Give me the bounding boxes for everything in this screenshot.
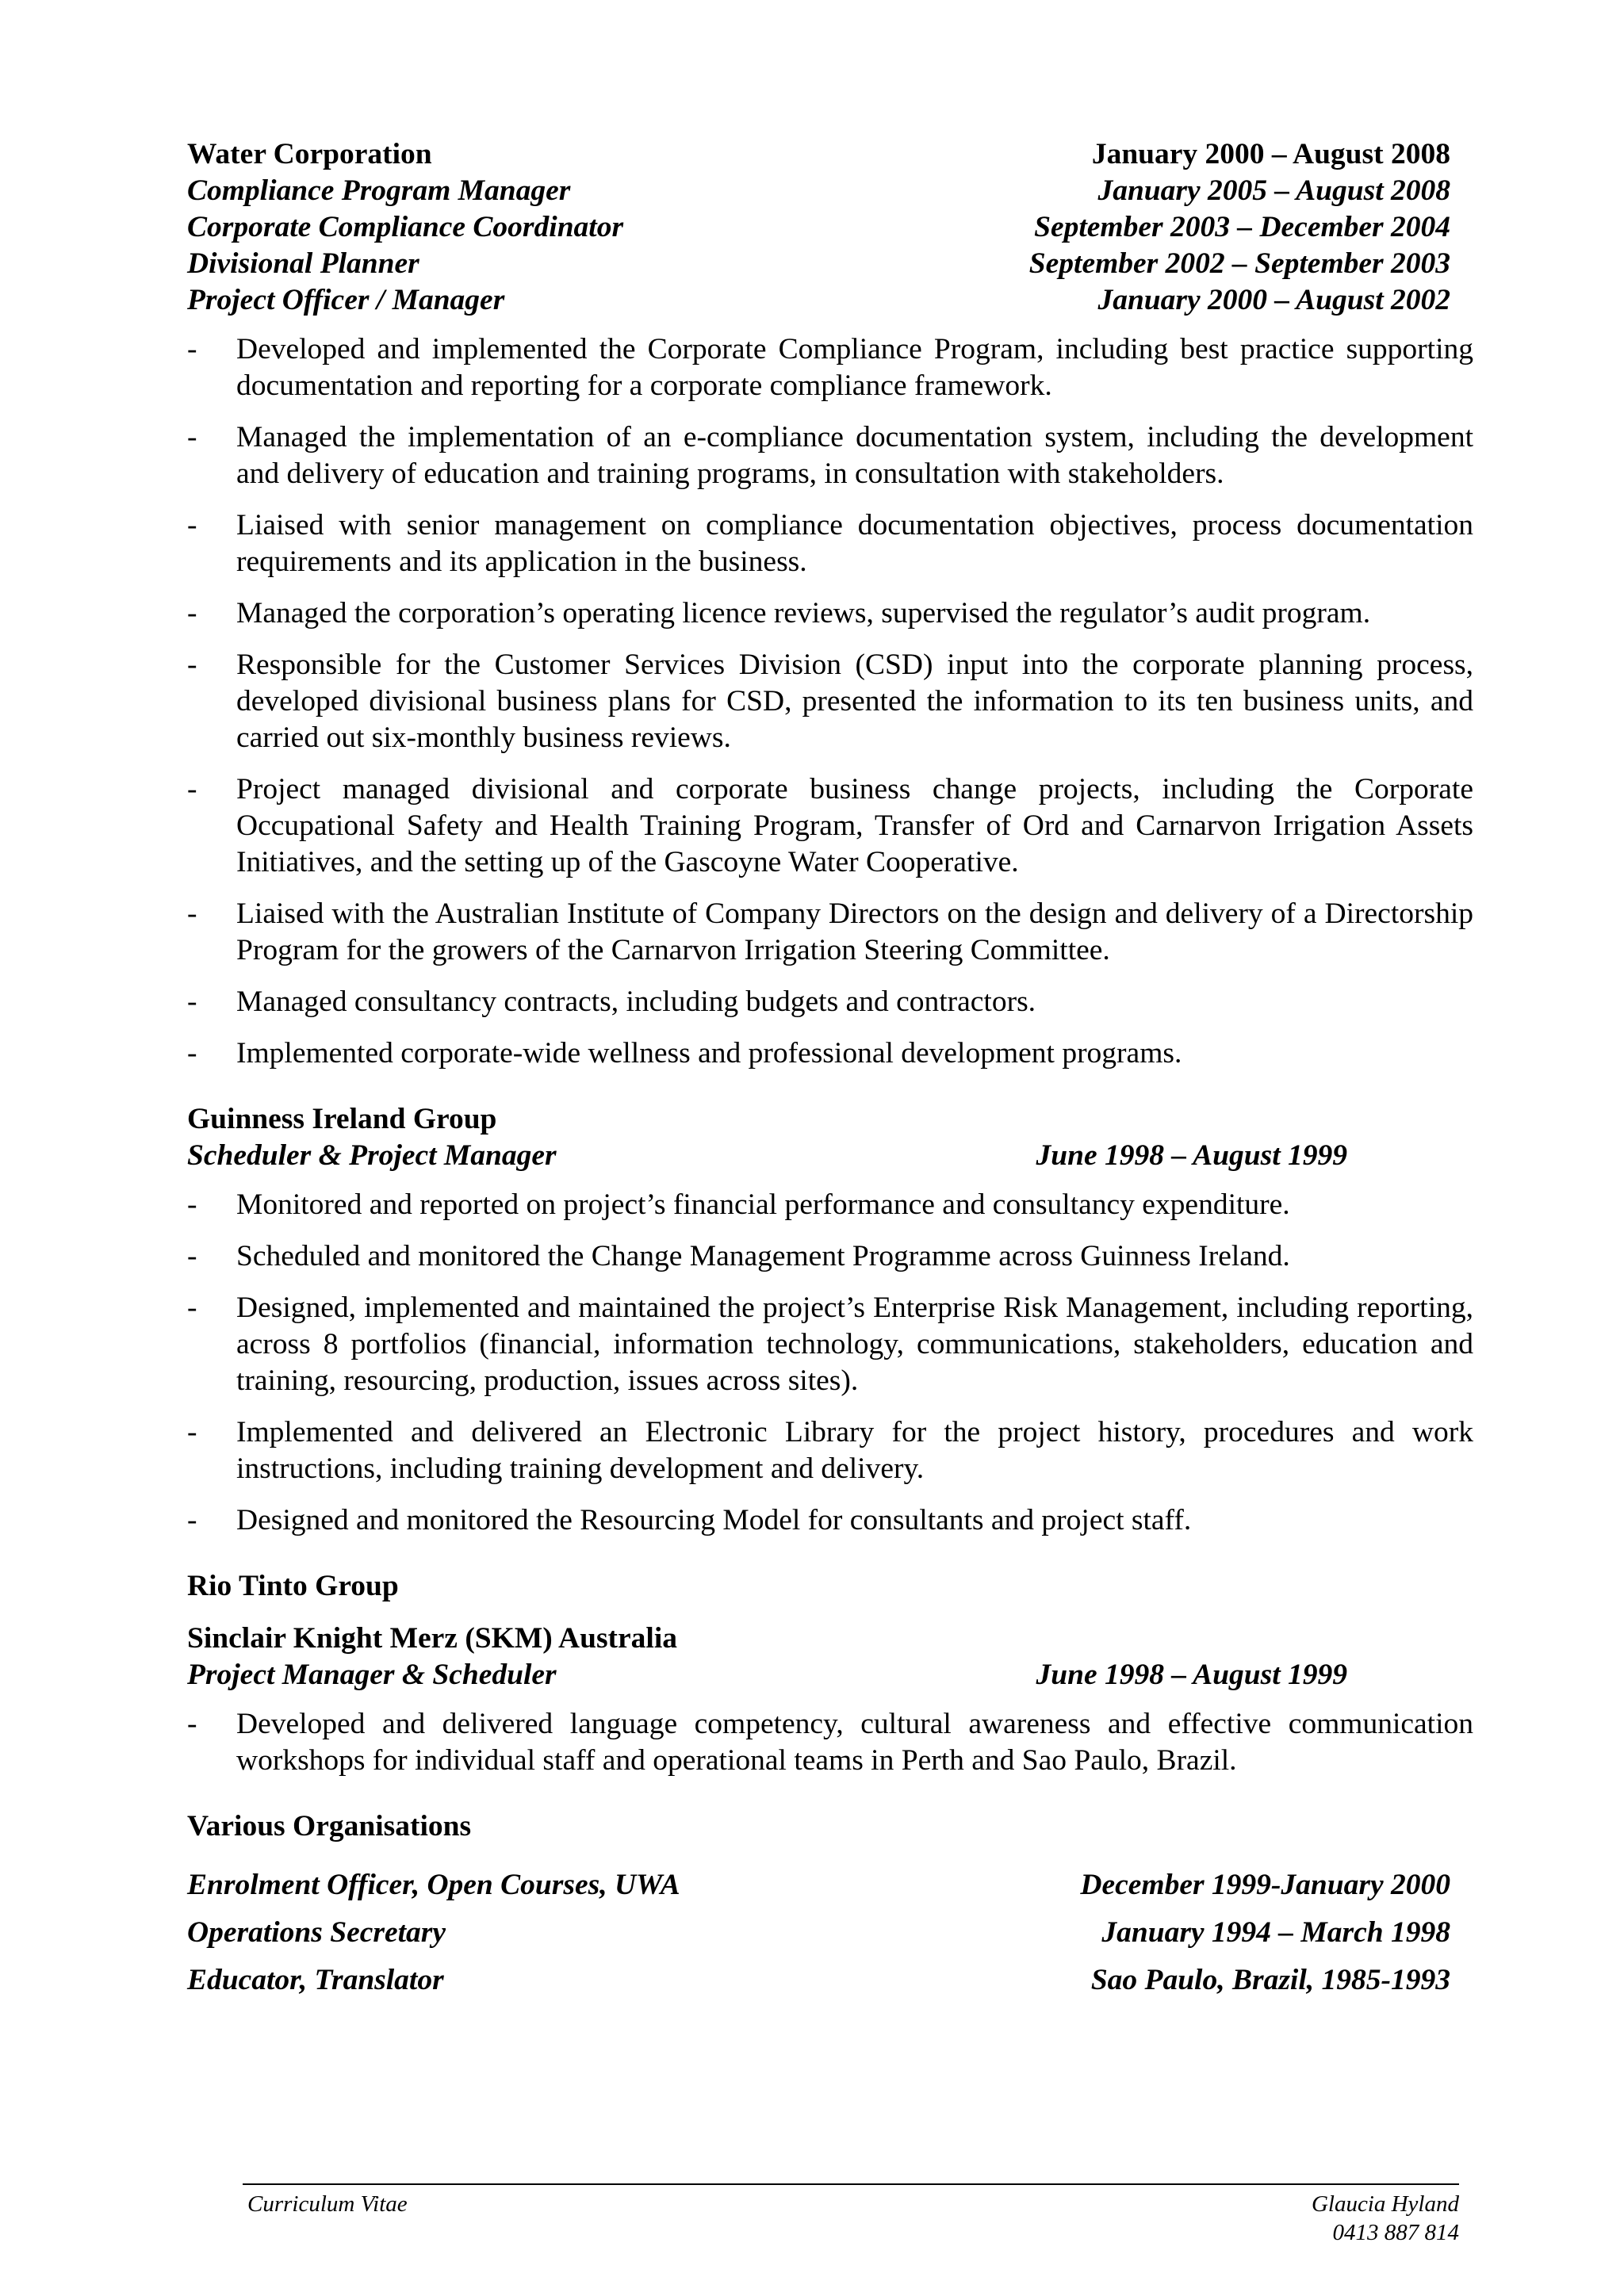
dash-bullet: - bbox=[187, 1416, 197, 1448]
list-item bbox=[187, 331, 1473, 404]
footer-contact bbox=[1312, 2190, 1459, 2247]
company-name: Rio Tinto Group bbox=[187, 1570, 399, 1602]
bullet-text: Liaised with senior management on compliance documentation objectives, process documentation requirements and its application in the business. bbox=[236, 509, 1473, 578]
role-title: Project Manager & Scheduler bbox=[187, 1659, 557, 1691]
list-item bbox=[187, 1290, 1473, 1399]
list-item bbox=[187, 507, 1473, 580]
role-title: Project Officer / Manager bbox=[187, 284, 505, 316]
role-title: Compliance Program Manager bbox=[187, 174, 571, 207]
list-item bbox=[187, 984, 1473, 1020]
list-item bbox=[187, 647, 1473, 756]
bullet-text: Monitored and reported on project’s financial performance and consultancy expenditure. bbox=[236, 1188, 1290, 1221]
bullet-text: Designed and monitored the Resourcing Model for consultants and project staff. bbox=[236, 1504, 1192, 1536]
bullet-text: Managed consultancy contracts, including budgets and contractors. bbox=[236, 985, 1036, 1018]
role-dates: September 2002 – September 2003 bbox=[1028, 247, 1450, 280]
dash-bullet: - bbox=[187, 509, 197, 541]
role-row bbox=[187, 1657, 1450, 1693]
company-name: Guinness Ireland Group bbox=[187, 1103, 497, 1135]
bullet-text: Implemented corporate-wide wellness and professional development programs. bbox=[236, 1037, 1182, 1070]
role-dates: January 1994 – March 1998 bbox=[1101, 1916, 1450, 1949]
list-item bbox=[187, 419, 1473, 492]
list-item bbox=[187, 595, 1473, 632]
dash-bullet: - bbox=[187, 897, 197, 930]
bullet-text: Responsible for the Customer Services Division (CSD) input into the corporate planning process, developed divisional business plans for CSD, presented the information to its ten business units, and carried out six-monthly business reviews. bbox=[236, 649, 1473, 754]
company-row bbox=[187, 1101, 1450, 1138]
list-item bbox=[187, 771, 1473, 881]
bullet-text: Developed and delivered language competency, cultural awareness and effective communication workshops for individual staff and operational teams in Perth and Sao Paulo, Brazil. bbox=[236, 1708, 1473, 1777]
bullet-text: Managed the corporation’s operating licence reviews, supervised the regulator’s audit program. bbox=[236, 597, 1371, 629]
page-footer bbox=[243, 2183, 1459, 2245]
section-rio-tinto bbox=[187, 1568, 1472, 1779]
bullet-text: Project managed divisional and corporate business change projects, including the Corporate Occupational Safety and Health Training Program, Transfer of Ord and Carnarvon Irrigation Assets Initiatives, and the setting up of the Gascoyne Water Cooperative. bbox=[236, 773, 1473, 878]
dash-bullet: - bbox=[187, 1188, 197, 1221]
role-dates: September 2003 – December 2004 bbox=[1034, 211, 1450, 243]
company-row bbox=[187, 1568, 1450, 1605]
section-water-corporation bbox=[187, 136, 1472, 1072]
company-name: Water Corporation bbox=[187, 138, 432, 170]
footer-name: Glaucia Hyland bbox=[1311, 2191, 1459, 2217]
role-dates: December 1999-January 2000 bbox=[1080, 1869, 1450, 1901]
dash-bullet: - bbox=[187, 1240, 197, 1272]
bullet-text: Managed the implementation of an e-compliance documentation system, including the development and delivery of education and training programs, in consultation with stakeholders. bbox=[236, 421, 1473, 490]
role-dates: June 1998 – August 1999 bbox=[1036, 1659, 1347, 1691]
list-item bbox=[187, 1238, 1473, 1275]
role-row bbox=[187, 209, 1450, 246]
bullet-text: Scheduled and monitored the Change Management Programme across Guinness Ireland. bbox=[236, 1240, 1290, 1272]
dash-bullet: - bbox=[187, 773, 197, 806]
bullet-text: Developed and implemented the Corporate Compliance Program, including best practice supporting documentation and reporting for a corporate compliance framework. bbox=[236, 333, 1473, 402]
sub-company-row bbox=[187, 1621, 1450, 1657]
role-row bbox=[187, 1867, 1450, 1904]
dash-bullet: - bbox=[187, 649, 197, 681]
list-item bbox=[187, 1414, 1473, 1487]
role-dates: January 2005 – August 2008 bbox=[1097, 174, 1450, 207]
dash-bullet: - bbox=[187, 985, 197, 1018]
list-item bbox=[187, 1706, 1473, 1779]
bullet-list bbox=[187, 1706, 1472, 1779]
role-row bbox=[187, 1915, 1450, 1951]
cv-content bbox=[187, 136, 1472, 2010]
bullet-text: Implemented and delivered an Electronic Library for the project history, procedures and work instructions, including training development and delivery. bbox=[236, 1416, 1473, 1485]
role-dates: June 1998 – August 1999 bbox=[1036, 1139, 1347, 1172]
footer-phone: 0413 887 814 bbox=[1332, 2220, 1459, 2245]
list-item bbox=[187, 896, 1473, 969]
dash-bullet: - bbox=[187, 333, 197, 365]
role-title: Enrolment Officer, Open Courses, UWA bbox=[187, 1869, 680, 1901]
list-item bbox=[187, 1187, 1473, 1223]
dash-bullet: - bbox=[187, 1037, 197, 1070]
company-dates: January 2000 – August 2008 bbox=[1091, 138, 1450, 170]
role-dates: January 2000 – August 2002 bbox=[1097, 284, 1450, 316]
list-item bbox=[187, 1035, 1473, 1072]
dash-bullet: - bbox=[187, 597, 197, 629]
dash-bullet: - bbox=[187, 1504, 197, 1536]
role-row bbox=[187, 1962, 1450, 1999]
role-title: Divisional Planner bbox=[187, 247, 419, 280]
dash-bullet: - bbox=[187, 1292, 197, 1324]
sub-company-name: Sinclair Knight Merz (SKM) Australia bbox=[187, 1622, 678, 1655]
section-various-organisations bbox=[187, 1808, 1472, 1999]
bullet-text: Designed, implemented and maintained the project’s Enterprise Risk Management, including reporting, across 8 portfolios (financial, information technology, communications, stakeholders, education and training, resourcing, production, issues across sites). bbox=[236, 1292, 1473, 1397]
role-title: Educator, Translator bbox=[187, 1964, 444, 1996]
list-item bbox=[187, 1502, 1473, 1539]
company-name: Various Organisations bbox=[187, 1810, 472, 1843]
role-title: Operations Secretary bbox=[187, 1916, 446, 1949]
bullet-list bbox=[187, 1187, 1472, 1539]
section-guinness-ireland bbox=[187, 1101, 1472, 1539]
bullet-list bbox=[187, 331, 1472, 1072]
role-dates: Sao Paulo, Brazil, 1985-1993 bbox=[1090, 1964, 1450, 1996]
dash-bullet: - bbox=[187, 1708, 197, 1740]
company-row bbox=[187, 1808, 1450, 1845]
role-row bbox=[187, 282, 1450, 319]
role-row bbox=[187, 246, 1450, 282]
role-title: Corporate Compliance Coordinator bbox=[187, 211, 624, 243]
role-row bbox=[187, 173, 1450, 209]
role-row bbox=[187, 1138, 1450, 1174]
bullet-text: Liaised with the Australian Institute of Company Directors on the design and delivery of a Directorship Program for the growers of the Carnarvon Irrigation Steering Committee. bbox=[236, 897, 1473, 966]
company-row bbox=[187, 136, 1450, 173]
role-title: Scheduler & Project Manager bbox=[187, 1139, 557, 1172]
footer-document-title: Curriculum Vitae bbox=[247, 2191, 408, 2217]
dash-bullet: - bbox=[187, 421, 197, 453]
